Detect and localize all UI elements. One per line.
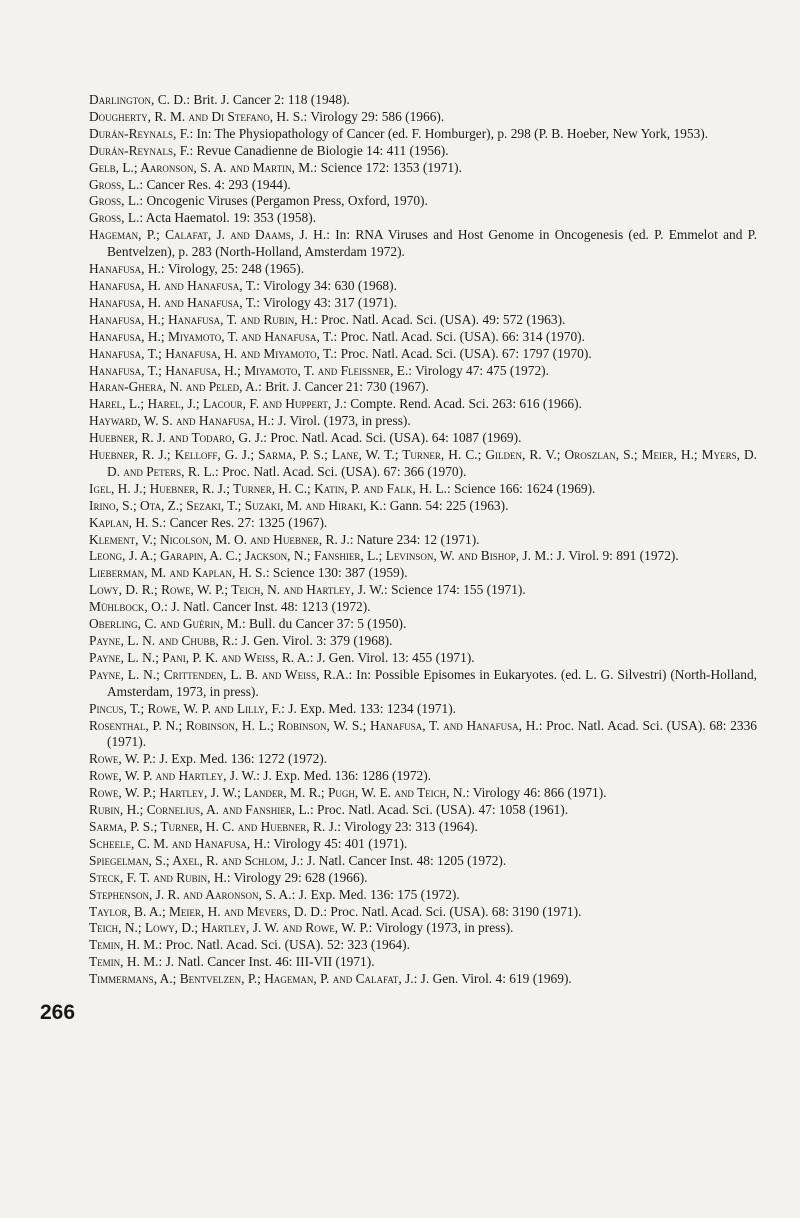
reference-authors: Timmermans, A.; Bentvelzen, P.; Hageman, P. and Calafat, J.: bbox=[89, 971, 418, 987]
reference-authors: Klement, V.; Nicolson, M. O. and Huebner, R. J.: bbox=[89, 531, 354, 547]
reference-entry bbox=[89, 582, 757, 599]
reference-entry bbox=[89, 785, 757, 802]
reference-authors: Gross, L.: bbox=[89, 210, 144, 226]
reference-authors: Sarma, P. S.; Turner, H. C. and Huebner, R. J.: bbox=[89, 818, 341, 834]
reference-citation: Bull. du Cancer 37: 5 (1950). bbox=[245, 616, 407, 632]
reference-citation: J. Virol. 9: 891 (1972). bbox=[553, 548, 679, 564]
reference-authors: Darlington, C. D.: bbox=[89, 92, 191, 107]
reference-citation: J. Exp. Med. 133: 1234 (1971). bbox=[284, 700, 456, 716]
reference-entry bbox=[89, 92, 757, 109]
reference-citation: Proc. Natl. Acad. Sci. (USA). 47: 1058 (1961). bbox=[313, 802, 569, 818]
reference-citation: J. Natl. Cancer Inst. 48: 1205 (1972). bbox=[303, 852, 507, 868]
reference-authors: Durán-Reynals, F.: bbox=[89, 125, 194, 141]
reference-entry bbox=[89, 887, 757, 904]
reference-entry bbox=[89, 396, 757, 413]
reference-list bbox=[89, 92, 757, 988]
reference-authors: Hanafusa, H. and Hanafusa, T.: bbox=[89, 294, 260, 310]
reference-entry bbox=[89, 870, 757, 887]
reference-authors: Payne, L. N.; Pani, P. K. and Weiss, R. A.: bbox=[89, 649, 314, 665]
reference-citation: Virology, 25: 248 (1965). bbox=[164, 261, 305, 277]
reference-citation: In: RNA Viruses and Host Genome in Oncogenesis (ed. P. Emmelot and P. Bentvelzen), p. 283 (North-Holland, Amsterdam 1972). bbox=[107, 227, 757, 260]
reference-citation: Science 166: 1624 (1969). bbox=[450, 480, 596, 496]
reference-entry bbox=[89, 802, 757, 819]
reference-citation: J. Virol. (1973, in press). bbox=[274, 413, 411, 429]
reference-citation: Proc. Natl. Acad. Sci. (USA). 49: 572 (1963). bbox=[317, 311, 566, 327]
reference-authors: Steck, F. T. and Rubin, H.: bbox=[89, 869, 231, 885]
reference-entry bbox=[89, 853, 757, 870]
reference-authors: Durán-Reynals, F.: bbox=[89, 142, 194, 158]
reference-entry bbox=[89, 633, 757, 650]
reference-citation: Virology 43: 317 (1971). bbox=[259, 294, 397, 310]
reference-authors: Dougherty, R. M. and Di Stefano, H. S.: bbox=[89, 108, 308, 124]
reference-authors: Lowy, D. R.; Rowe, W. P.; Teich, N. and Hartley, J. W.: bbox=[89, 582, 388, 598]
reference-entry bbox=[89, 937, 757, 954]
reference-authors: Rowe, W. P. and Hartley, J. W.: bbox=[89, 768, 260, 784]
reference-authors: Hanafusa, H.; Hanafusa, T. and Rubin, H.: bbox=[89, 311, 318, 327]
reference-citation: Virology 34: 630 (1968). bbox=[259, 277, 397, 293]
reference-citation: Cancer Res. 4: 293 (1944). bbox=[143, 176, 291, 192]
reference-authors: Haran-Ghera, N. and Peled, A.: bbox=[89, 379, 262, 395]
reference-citation: Compte. Rend. Acad. Sci. 263: 616 (1966). bbox=[346, 396, 582, 412]
reference-entry bbox=[89, 701, 757, 718]
reference-citation: Virology 46: 866 (1971). bbox=[469, 785, 607, 801]
reference-entry bbox=[89, 160, 757, 177]
reference-entry bbox=[89, 109, 757, 126]
reference-entry bbox=[89, 430, 757, 447]
reference-entry bbox=[89, 667, 757, 701]
reference-entry bbox=[89, 515, 757, 532]
reference-citation: J. Exp. Med. 136: 1272 (1972). bbox=[156, 751, 328, 767]
reference-entry bbox=[89, 227, 757, 261]
reference-authors: Hanafusa, H.; Miyamoto, T. and Hanafusa, T.: bbox=[89, 328, 338, 344]
reference-citation: J. Exp. Med. 136: 1286 (1972). bbox=[259, 768, 432, 784]
reference-entry bbox=[89, 971, 757, 988]
reference-citation: Virology 29: 586 (1966). bbox=[307, 108, 445, 124]
reference-citation: Proc. Natl. Acad. Sci. (USA). 67: 366 (1970). bbox=[218, 463, 467, 479]
reference-authors: Spiegelman, S.; Axel, R. and Schlom, J.: bbox=[89, 852, 304, 868]
reference-entry bbox=[89, 751, 757, 768]
reference-citation: Nature 234: 12 (1971). bbox=[353, 531, 480, 547]
reference-entry bbox=[89, 616, 757, 633]
reference-authors: Hanafusa, H. and Hanafusa, T.: bbox=[89, 277, 260, 293]
reference-citation: Proc. Natl. Acad. Sci. (USA). 68: 3190 (1971). bbox=[327, 903, 582, 919]
reference-citation: Proc. Natl. Acad. Sci. (USA). 67: 1797 (1970). bbox=[337, 345, 592, 361]
reference-entry bbox=[89, 565, 757, 582]
reference-citation: Brit. J. Cancer 21: 730 (1967). bbox=[261, 379, 429, 395]
reference-entry bbox=[89, 904, 757, 921]
reference-authors: Rowe, W. P.; Hartley, J. W.; Lander, M. R.; Pugh, W. E. and Teich, N.: bbox=[89, 785, 470, 801]
reference-citation: Gann. 54: 225 (1963). bbox=[386, 497, 509, 513]
reference-entry bbox=[89, 650, 757, 667]
reference-authors: Harel, L.; Harel, J.; Lacour, F. and Huppert, J.: bbox=[89, 396, 347, 412]
reference-authors: Rosenthal, P. N.; Robinson, H. L.; Robinson, W. S.; Hanafusa, T. and Hanafusa, H.: bbox=[89, 717, 543, 733]
reference-authors: Hageman, P.; Calafat, J. and Daams, J. H.: bbox=[89, 227, 330, 243]
reference-entry bbox=[89, 329, 757, 346]
reference-citation: Proc. Natl. Acad. Sci. (USA). 66: 314 (1970). bbox=[337, 328, 585, 344]
reference-citation: J. Natl. Cancer Inst. 48: 1213 (1972). bbox=[167, 599, 371, 615]
reference-entry bbox=[89, 548, 757, 565]
reference-authors: Taylor, B. A.; Meier, H. and Mevers, D. D.: bbox=[89, 903, 328, 919]
reference-authors: Gross, L.: bbox=[89, 193, 144, 209]
reference-authors: Mühlbock, O.: bbox=[89, 599, 168, 615]
reference-citation: Brit. J. Cancer 2: 118 (1948). bbox=[190, 92, 350, 107]
reference-entry bbox=[89, 295, 757, 312]
page-number: 266 bbox=[40, 1001, 76, 1024]
reference-entry bbox=[89, 210, 757, 227]
reference-citation: Cancer Res. 27: 1325 (1967). bbox=[166, 514, 328, 530]
reference-authors: Temin, H. M.: bbox=[89, 954, 163, 970]
reference-entry bbox=[89, 363, 757, 380]
reference-citation: Revue Canadienne de Biologie 14: 411 (1956). bbox=[193, 142, 449, 158]
reference-entry bbox=[89, 278, 757, 295]
reference-authors: Kaplan, H. S.: bbox=[89, 514, 167, 530]
reference-authors: Hayward, W. S. and Hanafusa, H.: bbox=[89, 413, 275, 429]
reference-entry bbox=[89, 126, 757, 143]
reference-entry bbox=[89, 599, 757, 616]
reference-authors: Scheele, C. M. and Hanafusa, H.: bbox=[89, 835, 271, 851]
reference-authors: Hanafusa, T.; Hanafusa, H.; Miyamoto, T. and Fleissner, E.: bbox=[89, 362, 413, 378]
reference-authors: Oberling, C. and Guérin, M.: bbox=[89, 616, 246, 632]
reference-citation: Proc. Natl. Acad. Sci. (USA). 52: 323 (1964). bbox=[162, 937, 410, 953]
reference-authors: Teich, N.; Lowy, D.; Hartley, J. W. and Rowe, W. P.: bbox=[89, 920, 373, 936]
reference-citation: J. Exp. Med. 136: 175 (1972). bbox=[295, 886, 460, 902]
reference-authors: Huebner, R. J. and Todaro, G. J.: bbox=[89, 430, 268, 446]
reference-authors: Stephenson, J. R. and Aaronson, S. A.: bbox=[89, 886, 296, 902]
reference-authors: Leong, J. A.; Garapin, A. C.; Jackson, N.; Fanshier, L.; Levinson, W. and Bishop, J. M.: bbox=[89, 548, 554, 564]
reference-authors: Gross, L.: bbox=[89, 176, 144, 192]
reference-citation: Science 174: 155 (1971). bbox=[387, 582, 526, 598]
reference-authors: Hanafusa, H.: bbox=[89, 261, 165, 277]
reference-entry bbox=[89, 718, 757, 752]
reference-entry bbox=[89, 346, 757, 363]
reference-citation: J. Natl. Cancer Inst. 46: III-VII (1971). bbox=[162, 954, 375, 970]
reference-entry bbox=[89, 954, 757, 971]
reference-entry bbox=[89, 312, 757, 329]
reference-authors: Lieberman, M. and Kaplan, H. S.: bbox=[89, 565, 270, 581]
reference-entry bbox=[89, 819, 757, 836]
reference-authors: Pincus, T.; Rowe, W. P. and Lilly, F.: bbox=[89, 700, 285, 716]
reference-authors: Huebner, R. J.; Kelloff, G. J.; Sarma, P. S.; Lane, W. T.; Turner, H. C.; Gilden, R. V.; Oroszlan, S.; Meier, H.; Myers, D. D. and Peters, R. L.: bbox=[89, 447, 757, 479]
reference-authors: Temin, H. M.: bbox=[89, 937, 163, 953]
reference-citation: Proc. Natl. Acad. Sci. (USA). 64: 1087 (1969). bbox=[267, 430, 522, 446]
reference-citation: Virology 29: 628 (1966). bbox=[230, 869, 368, 885]
reference-citation: Science 130: 387 (1959). bbox=[269, 565, 408, 581]
reference-entry bbox=[89, 379, 757, 396]
reference-citation: Virology 47: 475 (1972). bbox=[412, 362, 549, 378]
reference-entry bbox=[89, 836, 757, 853]
reference-authors: Igel, H. J.; Huebner, R. J.; Turner, H. C.; Katin, P. and Falk, H. L.: bbox=[89, 480, 451, 496]
reference-citation: J. Gen. Virol. 13: 455 (1971). bbox=[313, 649, 475, 665]
reference-entry bbox=[89, 177, 757, 194]
reference-citation: Virology 23: 313 (1964). bbox=[340, 818, 478, 834]
reference-authors: Payne, L. N. and Chubb, R.: bbox=[89, 633, 239, 648]
reference-authors: Hanafusa, T.; Hanafusa, H. and Miyamoto, T.: bbox=[89, 345, 338, 361]
reference-authors: Rowe, W. P.: bbox=[89, 751, 157, 767]
reference-citation: J. Gen. Virol. 4: 619 (1969). bbox=[417, 971, 572, 987]
reference-entry bbox=[89, 413, 757, 430]
reference-citation: J. Gen. Virol. 3: 379 (1968). bbox=[238, 633, 393, 648]
reference-citation: In: Possible Episomes in Eukaryotes. (ed. L. G. Silvestri) (North-Holland, Amsterdam, 1973, in press). bbox=[107, 666, 757, 699]
reference-authors: Irino, S.; Ota, Z.; Sezaki, T.; Suzaki, M. and Hiraki, K.: bbox=[89, 497, 387, 513]
reference-entry bbox=[89, 498, 757, 515]
reference-authors: Rubin, H.; Cornelius, A. and Fanshier, L.: bbox=[89, 802, 314, 818]
reference-entry bbox=[89, 481, 757, 498]
reference-entry bbox=[89, 261, 757, 278]
reference-entry bbox=[89, 768, 757, 785]
reference-citation: Virology (1973, in press). bbox=[372, 920, 514, 936]
reference-entry bbox=[89, 143, 757, 160]
reference-citation: Oncogenic Viruses (Pergamon Press, Oxford, 1970). bbox=[143, 193, 428, 209]
reference-entry bbox=[89, 920, 757, 937]
reference-citation: Science 172: 1353 (1971). bbox=[317, 159, 462, 175]
reference-authors: Gelb, L.; Aaronson, S. A. and Martin, M.: bbox=[89, 159, 318, 175]
reference-citation: Virology 45: 401 (1971). bbox=[270, 835, 408, 851]
reference-entry bbox=[89, 193, 757, 210]
reference-citation: Acta Haematol. 19: 353 (1958). bbox=[143, 210, 317, 226]
reference-citation: Proc. Natl. Acad. Sci. (USA). 68: 2336 (1971). bbox=[107, 717, 757, 750]
reference-entry bbox=[89, 532, 757, 549]
reference-entry bbox=[89, 447, 757, 481]
reference-authors: Payne, L. N.; Crittenden, L. B. and Weiss, R.A.: bbox=[89, 666, 353, 682]
reference-citation: In: The Physiopathology of Cancer (ed. F. Homburger), p. 298 (P. B. Hoeber, New York, 1953). bbox=[193, 125, 709, 141]
